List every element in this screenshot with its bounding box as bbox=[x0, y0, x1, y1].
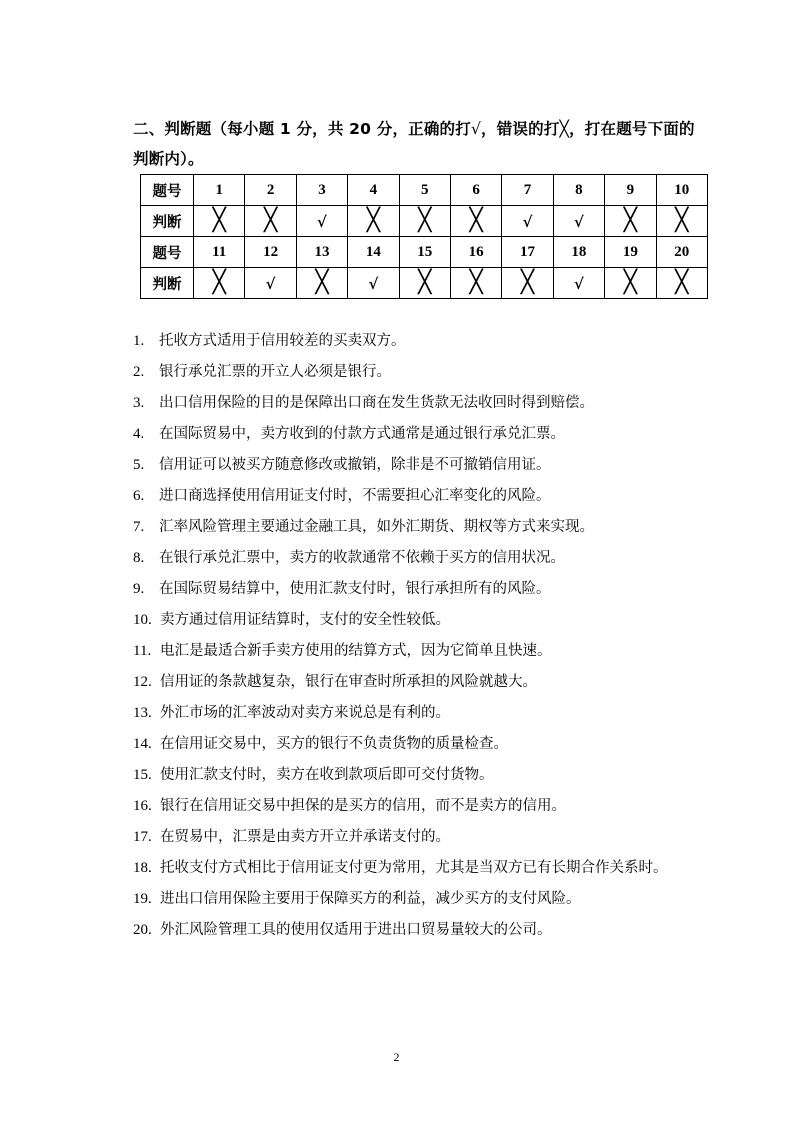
answer-cell bbox=[656, 268, 707, 299]
answer-cell bbox=[194, 268, 245, 299]
question-text: 外汇市场的汇率波动对卖方来说总是有利的。 bbox=[160, 705, 450, 721]
cross-mark-icon: ╳ bbox=[675, 270, 689, 295]
answer-cell bbox=[399, 268, 450, 299]
answer-cell bbox=[502, 206, 553, 237]
question-item bbox=[133, 607, 773, 638]
answer-cell bbox=[296, 268, 347, 299]
question-text: 进出口信用保险主要用于保障买方的利益，减少买方的支付风险。 bbox=[160, 891, 581, 907]
cross-mark-icon: ╳ bbox=[469, 208, 483, 233]
question-text: 银行承兑汇票的开立人必须是银行。 bbox=[159, 364, 391, 380]
answer-cell bbox=[605, 268, 656, 299]
question-number-cell: 12 bbox=[245, 237, 296, 268]
question-number: 19. bbox=[133, 891, 152, 907]
question-number-cell: 9 bbox=[605, 175, 656, 206]
cross-mark-icon: ╳ bbox=[366, 208, 380, 233]
answer-table bbox=[140, 174, 708, 299]
question-number: 4. bbox=[133, 426, 145, 442]
answer-cell bbox=[450, 268, 501, 299]
question-text: 信用证可以被买方随意修改或撤销，除非是不可撤销信用证。 bbox=[159, 457, 551, 473]
question-number-cell: 5 bbox=[399, 175, 450, 206]
question-number-cell: 20 bbox=[656, 237, 707, 268]
answer-row bbox=[141, 268, 708, 299]
question-item bbox=[133, 483, 773, 514]
question-number: 14. bbox=[133, 736, 152, 752]
question-item bbox=[133, 545, 773, 576]
question-number-cell: 3 bbox=[296, 175, 347, 206]
question-item bbox=[133, 638, 773, 669]
answer-cell bbox=[348, 268, 399, 299]
question-text: 在国际贸易结算中，使用汇款支付时，银行承担所有的风险。 bbox=[159, 581, 551, 597]
question-item bbox=[133, 700, 773, 731]
question-item bbox=[133, 390, 773, 421]
cross-mark-icon: ╳ bbox=[263, 208, 278, 233]
question-text: 外汇风险管理工具的使用仅适用于进出口贸易量较大的公司。 bbox=[160, 922, 552, 938]
question-list bbox=[133, 328, 773, 948]
question-number: 8. bbox=[133, 550, 145, 566]
question-number-cell: 17 bbox=[502, 237, 553, 268]
question-number: 1. bbox=[133, 333, 145, 349]
question-text: 使用汇款支付时，卖方在收到款项后即可交付货物。 bbox=[160, 767, 494, 783]
question-number: 11. bbox=[133, 643, 152, 659]
cross-mark-icon: ╳ bbox=[469, 270, 483, 295]
answer-cell bbox=[502, 268, 553, 299]
heading-text-mid: ，错误的打 bbox=[481, 120, 560, 138]
question-item bbox=[133, 793, 773, 824]
question-number-cell: 2 bbox=[245, 175, 296, 206]
cross-mark-icon: ╳ bbox=[212, 208, 226, 233]
question-number: 12. bbox=[133, 674, 152, 690]
question-item bbox=[133, 576, 773, 607]
check-mark-icon: √ bbox=[470, 120, 482, 138]
question-number-row bbox=[141, 237, 708, 268]
question-text: 在贸易中，汇票是由卖方开立并承诺支付的。 bbox=[160, 829, 450, 845]
question-number-cell: 4 bbox=[348, 175, 399, 206]
cross-mark-icon: ╳ bbox=[559, 120, 570, 138]
question-text: 汇率风险管理主要通过金融工具，如外汇期货、期权等方式来实现。 bbox=[159, 519, 594, 535]
question-number-cell: 19 bbox=[605, 237, 656, 268]
question-number-cell: 11 bbox=[194, 237, 245, 268]
question-number: 5. bbox=[133, 457, 145, 473]
question-text: 电汇是最适合新手卖方使用的结算方式，因为它简单且快速。 bbox=[160, 643, 552, 659]
question-number: 3. bbox=[133, 395, 145, 411]
heading-text: 二、判断题（每小题 1 分，共 20 分，正确的打 bbox=[133, 120, 471, 138]
cross-mark-icon: ╳ bbox=[623, 208, 637, 233]
row-label-number: 题号 bbox=[141, 175, 194, 206]
question-number-cell: 18 bbox=[553, 237, 604, 268]
question-text: 托收支付方式相比于信用证支付更为常用，尤其是当双方已有长期合作关系时。 bbox=[160, 860, 668, 876]
question-number: 15. bbox=[133, 767, 152, 783]
heading-text-line2: 判断内）。 bbox=[133, 150, 204, 168]
question-item bbox=[133, 328, 773, 359]
question-item bbox=[133, 359, 773, 390]
answer-cell bbox=[245, 268, 296, 299]
question-text: 进口商选择使用信用证支付时，不需要担心汇率变化的风险。 bbox=[159, 488, 551, 504]
answer-cell bbox=[296, 206, 347, 237]
answer-row bbox=[141, 206, 708, 237]
row-label-answer: 判断 bbox=[141, 206, 194, 237]
question-item bbox=[133, 669, 773, 700]
check-mark-icon: √ bbox=[317, 212, 327, 231]
question-text: 银行在信用证交易中担保的是买方的信用，而不是卖方的信用。 bbox=[160, 798, 566, 814]
check-mark-icon: √ bbox=[265, 274, 276, 293]
question-number: 17. bbox=[133, 829, 152, 845]
question-number-cell: 1 bbox=[194, 175, 245, 206]
heading-text-tail: ，打在题号下面的 bbox=[569, 120, 695, 138]
answer-cell bbox=[450, 206, 501, 237]
question-number-cell: 14 bbox=[348, 237, 399, 268]
cross-mark-icon: ╳ bbox=[212, 270, 226, 295]
question-item bbox=[133, 452, 773, 483]
question-text: 托收方式适用于信用较差的买卖双方。 bbox=[159, 333, 406, 349]
question-number: 20. bbox=[133, 922, 152, 938]
question-item bbox=[133, 855, 773, 886]
cross-mark-icon: ╳ bbox=[623, 270, 637, 295]
question-number-cell: 6 bbox=[450, 175, 501, 206]
answer-cell bbox=[348, 206, 399, 237]
question-number: 2. bbox=[133, 364, 145, 380]
question-number: 6. bbox=[133, 488, 145, 504]
question-item bbox=[133, 886, 773, 917]
question-number: 9. bbox=[133, 581, 145, 597]
question-number: 7. bbox=[133, 519, 145, 535]
question-number: 10. bbox=[133, 612, 152, 628]
question-text: 信用证的条款越复杂，银行在审查时所承担的风险就越大。 bbox=[160, 674, 537, 690]
question-item bbox=[133, 824, 773, 855]
row-label-answer: 判断 bbox=[141, 268, 194, 299]
answer-cell bbox=[605, 206, 656, 237]
answer-cell bbox=[245, 206, 296, 237]
check-mark-icon: √ bbox=[574, 274, 584, 293]
question-text: 出口信用保险的目的是保障出口商在发生货款无法收回时得到赔偿。 bbox=[159, 395, 594, 411]
question-item bbox=[133, 917, 773, 948]
question-number: 16. bbox=[133, 798, 152, 814]
check-mark-icon: √ bbox=[368, 274, 379, 293]
check-mark-icon: √ bbox=[574, 212, 584, 231]
question-number-cell: 15 bbox=[399, 237, 450, 268]
cross-mark-icon: ╳ bbox=[315, 270, 329, 295]
answer-cell bbox=[553, 206, 604, 237]
answer-cell bbox=[656, 206, 707, 237]
question-number: 18. bbox=[133, 860, 152, 876]
answer-cell bbox=[194, 206, 245, 237]
question-number-cell: 13 bbox=[296, 237, 347, 268]
cross-mark-icon: ╳ bbox=[520, 270, 535, 295]
question-text: 卖方通过信用证结算时，支付的安全性较低。 bbox=[160, 612, 450, 628]
question-number-cell: 16 bbox=[450, 237, 501, 268]
check-mark-icon: √ bbox=[522, 212, 533, 231]
page-number: 2 bbox=[393, 1050, 400, 1064]
question-item bbox=[133, 762, 773, 793]
question-number-cell: 7 bbox=[502, 175, 553, 206]
question-number: 13. bbox=[133, 705, 152, 721]
cross-mark-icon: ╳ bbox=[675, 208, 689, 233]
answer-cell bbox=[399, 206, 450, 237]
answer-cell bbox=[553, 268, 604, 299]
question-number-cell: 10 bbox=[656, 175, 707, 206]
question-item bbox=[133, 514, 773, 545]
cross-mark-icon: ╳ bbox=[418, 208, 432, 233]
question-item bbox=[133, 731, 773, 762]
question-text: 在银行承兑汇票中，卖方的收款通常不依赖于买方的信用状况。 bbox=[159, 550, 565, 566]
question-text: 在国际贸易中，卖方收到的付款方式通常是通过银行承兑汇票。 bbox=[159, 426, 565, 442]
cross-mark-icon: ╳ bbox=[418, 270, 432, 295]
question-number-cell: 8 bbox=[553, 175, 604, 206]
section-heading bbox=[133, 114, 733, 174]
question-item bbox=[133, 421, 773, 452]
row-label-number: 题号 bbox=[141, 237, 194, 268]
question-number-row bbox=[141, 175, 708, 206]
question-text: 在信用证交易中，买方的银行不负责货物的质量检查。 bbox=[160, 736, 508, 752]
